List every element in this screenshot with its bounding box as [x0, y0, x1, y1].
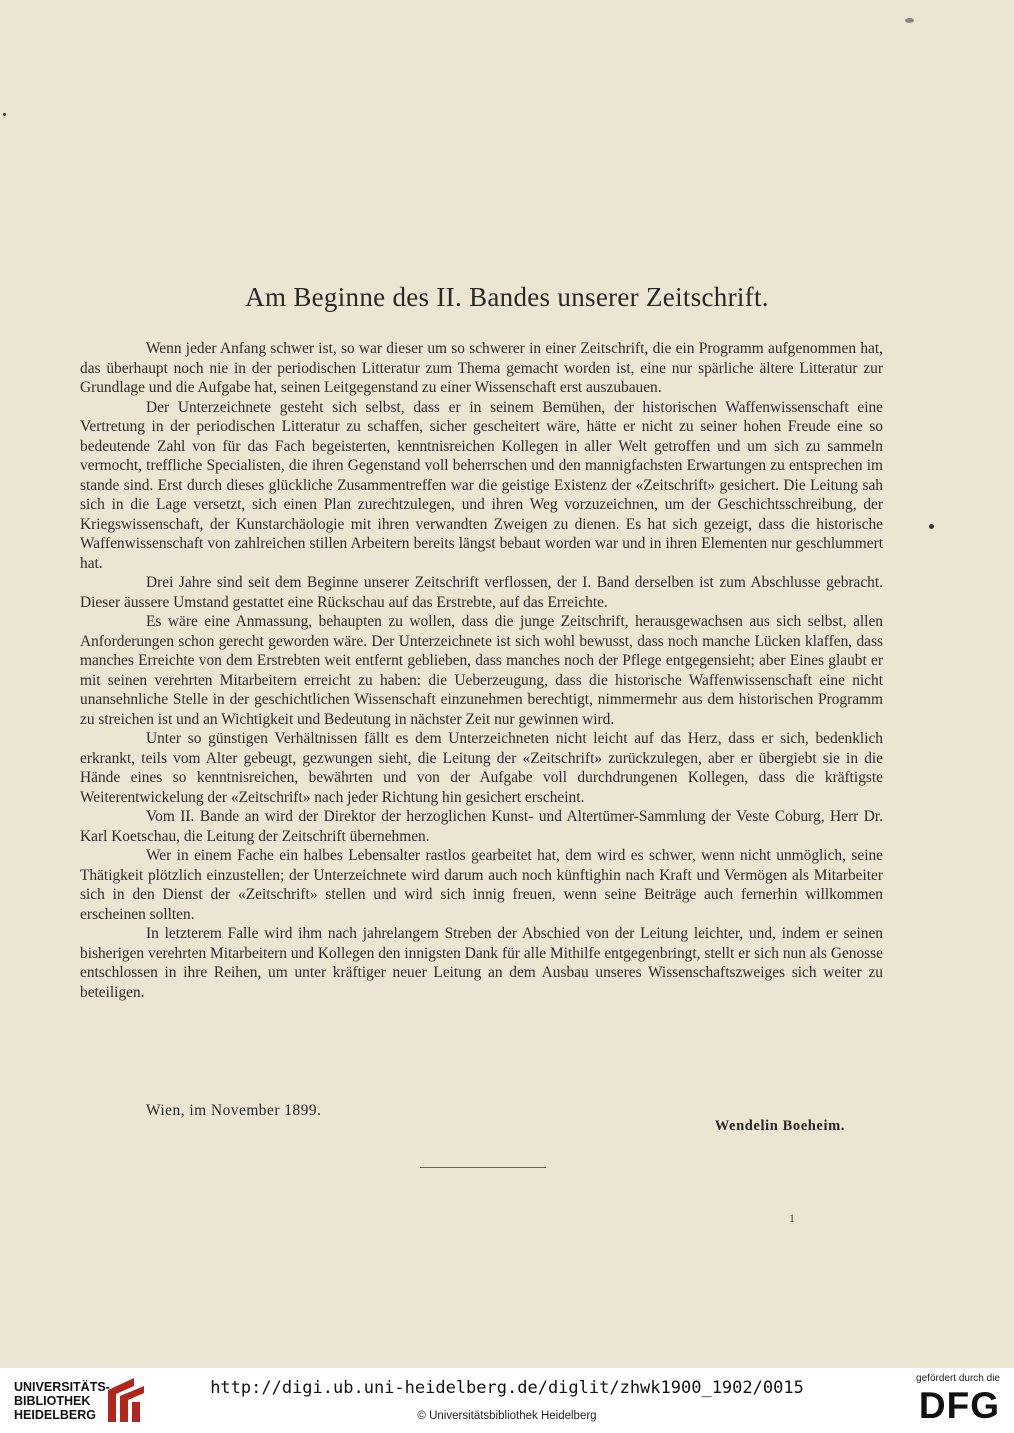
paragraph: Wer in einem Fache ein halbes Lebensalter rastlos gearbeitet hat, dem wird es schwer, wenn nicht unmöglich, seine Thätigkeit plötzlich einzustellen; der Unterzeichnete wird darum auch noch künftighin nach Kraft und Vermögen als Mitarbeiter sich in den Dienst der «Zeitschrift» stellen und wird sich innig freuen, wenn seine Beiträge auch fernerhin willkommen erscheinen sollten. — [80, 847, 883, 923]
library-name-line: BIBLIOTHEK — [14, 1394, 91, 1408]
paragraph: Der Unterzeichnete gesteht sich selbst, dass er in seinem Bemühen, der historischen Waffenwissenschaft eine Vertretung in der periodischen Litteratur zu schaffen, sicher gescheitert wäre, hätte er nicht zu seiner hohen Freude eine so bedeutende Zahl von für das Fach begeisterten, kenntnisreichen Kollegen in aller Welt getroffen und um sich zu sammeln vermocht, treffliche Specialisten, die ihren Gegenstand voll beherrschen und den mannigfachsten Erwartungen zu entsprechen im stande sind. Erst durch dieses glückliche Zusammentreffen war die geistige Existenz der «Zeitschrift» gesichert. Die Leitung sah sich in die Lage versetzt, sich einen Plan zurechtzulegen, und ihren Weg vorzuzeichnen, um der Geschichtsschreibung, der Kriegswissenschaft, der Kunstarchäologie mit ihren verwandten Zweigen zu dienen. Es hat sich gezeigt, dass die historische Waffenwissenschaft von zahlreichen stillen Arbeitern bereits längst bebaut worden war und in ihren Elementen nur geschlummert hat. — [80, 398, 883, 572]
divider-rule — [420, 1167, 546, 1168]
funding-note: gefördert durch die — [916, 1373, 1000, 1384]
paper-speck — [3, 113, 6, 116]
paragraph: In letzterem Falle wird ihm nach jahrelangem Streben der Abschied von der Leitung leichter, und, indem er seinen bisherigen verehrten Mitarbeitern und Kollegen den innigsten Dank für alle Mithilfe entgegenbringt, stellt er sich nun als Genosse entschlossen in ihre Reihen, um unter kräftiger neuer Leitung an dem Ausbau unseres Wissenschaftszweiges sich weiter zu beteiligen. — [80, 925, 883, 1001]
footer-bar — [0, 1368, 1014, 1433]
copyright-notice: © Universitätsbibliothek Heidelberg — [417, 1410, 597, 1422]
signature: Wendelin Boeheim. — [714, 1118, 845, 1134]
place-date: Wien, im November 1899. — [146, 1102, 322, 1119]
permalink-url[interactable]: http://digi.ub.uni-heidelberg.de/diglit/zhwk1900_1902/0015 — [210, 1378, 804, 1398]
library-name-line: HEIDELBERG — [14, 1408, 96, 1422]
paper-speck — [905, 18, 914, 23]
paragraph: Es wäre eine Anmassung, behaupten zu wollen, dass die junge Zeitschrift, herausgewachsen aus sich selbst, allen Anforderungen schon gerecht geworden wäre. Der Unterzeichnete ist sich wohl bewusst, dass noch manche Lücken klaffen, dass manches Erreichte von dem Erstrebten weit entfernt geblieben, dass manches noch der Pflege entgegensieht; aber Eines glaubt er mit seinen verehrten Mitarbeitern erreicht zu haben: die Ueberzeugung, dass die historische Waffenwissenschaft eine nicht unansehnliche Stelle in der geschichtlichen Wissenschaft einzunehmen berechtigt, nimmermehr aus dem historischen Programm zu streichen ist und an Wichtigkeit und Bedeutung in nächster Zeit nur gewinnen wird. — [80, 613, 883, 728]
article-body — [80, 339, 883, 1002]
closing-block — [80, 1098, 883, 1138]
page-number: 1 — [789, 1211, 795, 1225]
paper-speck — [929, 524, 934, 529]
library-name-line: UNIVERSITÄTS- — [14, 1380, 110, 1394]
page-title: Am Beginne des II. Bandes unserer Zeitschrift. — [245, 282, 769, 312]
paragraph: Wenn jeder Anfang schwer ist, so war dieser um so schwerer in einer Zeitschrift, die ein Programm aufgenommen hat, das überhaupt noch nie in der periodischen Litteratur zum Thema gemacht worden ist, eine nur spärliche ältere Litteratur zur Grundlage und die Aufgabe hat, seinen Leitgegenstand zu einer Wissenschaft erst auszubauen. — [80, 340, 883, 396]
paragraph: Drei Jahre sind seit dem Beginne unserer Zeitschrift verflossen, der I. Band derselben ist zum Abschlusse gebracht. Dieser äussere Umstand gestattet eine Rückschau auf das Erstrebte, auf das Erreichte. — [80, 574, 883, 611]
paragraph: Unter so günstigen Verhältnissen fällt es dem Unterzeichneten nicht leicht auf das Herz, dass er sich, bedenklich erkrankt, teils vom Alter gebeugt, gezwungen sieht, die Leitung der «Zeitschrift» zurückzulegen, aber er übergiebt sie in die Hände eines so kenntnisreichen, bewährten und von der Aufgabe voll durchdrungenen Kollegen, dass die kräftigste Weiterentwickelung der «Zeitschrift» nach jeder Richtung hin gesichert erscheint. — [80, 730, 883, 806]
funder-wordmark: DFG — [918, 1385, 1000, 1426]
dfg-logo[interactable] — [900, 1373, 1000, 1428]
paragraph: Vom II. Bande an wird der Direktor der herzoglichen Kunst- und Altertümer-Sammlung der Veste Coburg, Herr Dr. Karl Koetschau, die Leitung der Zeitschrift übernehmen. — [80, 808, 883, 845]
